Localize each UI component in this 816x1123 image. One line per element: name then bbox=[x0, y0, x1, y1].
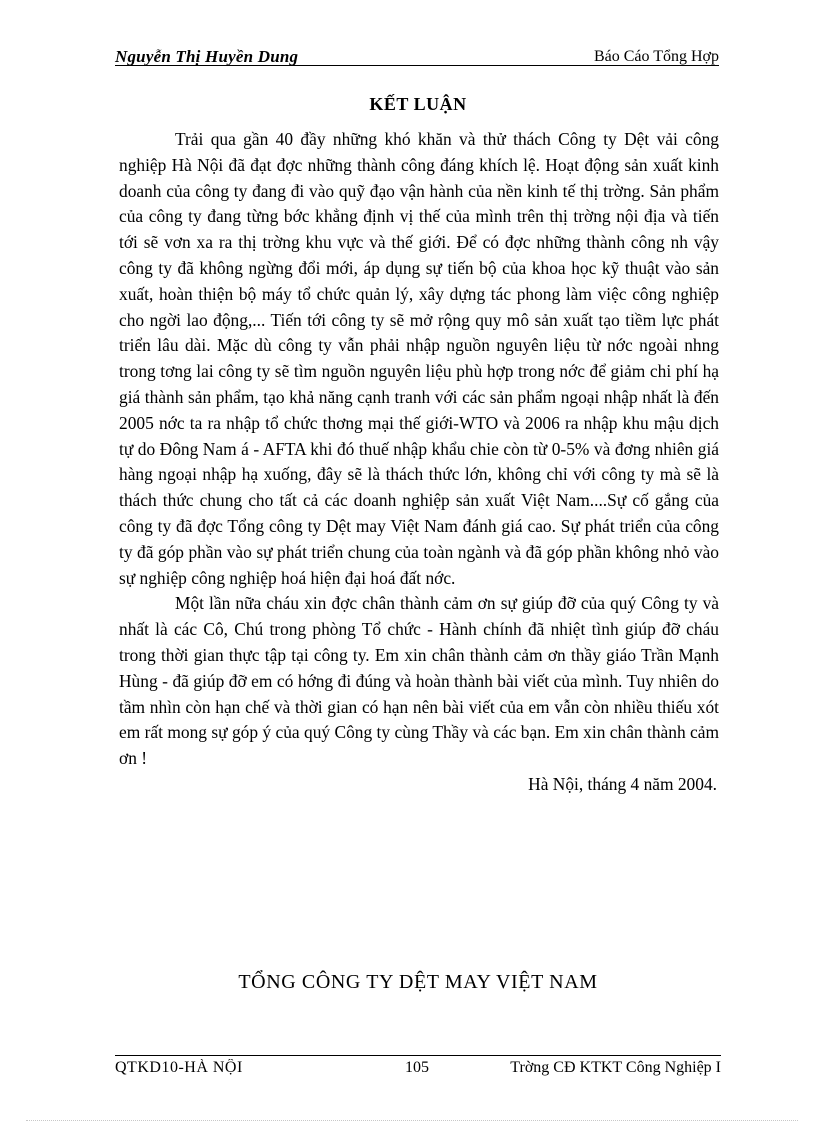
organization-name: TỔNG CÔNG TY DỆT MAY VIỆT NAM bbox=[238, 971, 598, 993]
page-bottom-border bbox=[26, 1120, 798, 1121]
footer-class-name: QTKD10-HÀ NỘI bbox=[115, 1059, 243, 1076]
page-title: KẾT LUẬN bbox=[369, 94, 467, 114]
footer-rule bbox=[115, 1055, 721, 1056]
page-header bbox=[115, 47, 719, 67]
header-rule bbox=[115, 65, 719, 66]
paragraph-thanks: Một lần nữa cháu xin đợc chân thành cảm ơn sự giúp đỡ của quý Công ty và nhất là các Cô, Chú trong phòng Tổ chức - Hành chính đã nhiệt tình giúp đỡ cháu trong thời gian thực tập tại công ty. Em xin chân thành cảm ơn thầy giáo Trần Mạnh Hùng - đã giúp đỡ em có hớng đi đúng và hoàn thành bài viết của mình. Tuy nhiên do tầm nhìn còn hạn chế và thời gian có hạn nên bài viết của em vẫn còn nhiều thiếu xót em rất mong sự góp ý của quý Công ty cùng Thầy và các bạn. Em xin chân thành cảm ơn ! bbox=[119, 593, 719, 769]
page-footer bbox=[115, 1059, 721, 1079]
footer-school: Trờng CĐ KTKT Công Nghiệp I bbox=[510, 1059, 721, 1076]
header-report-type: Báo Cáo Tổng Hợp bbox=[593, 48, 719, 65]
document-body bbox=[119, 127, 719, 798]
footer-page-number: 105 bbox=[405, 1059, 429, 1076]
date-line: Hà Nội, tháng 4 năm 2004. bbox=[528, 773, 717, 794]
paragraph-conclusion: Trải qua gần 40 đầy những khó khăn và thử thách Công ty Dệt vải công nghiệp Hà Nội đã đạt đợc những thành công đáng khích lệ. Hoạt động sản xuất kinh doanh của công ty đang đi vào quỹ đạo vận hành của nền kinh tế thị trờng. Sản phẩm của công ty đang từng bớc khẳng định vị thế của mình trên thị trờng nội địa và tiến tới sẽ vơn xa ra thị trờng khu vực và thế giới. Để có đợc những thành công nh vậy công ty đã không ngừng đổi mới, áp dụng sự tiến bộ của khoa học kỹ thuật vào sản xuất, hoàn thiện bộ máy tổ chức quản lý, xây dựng tác phong làm việc công nghiệp cho ngời lao động,... Tiến tới công ty sẽ mở rộng quy mô sản xuất tạo tiềm lực phát triển lâu dài. Mặc dù công ty vẫn phải nhập nguồn nguyên liệu từ nớc ngoài nhng trong tơng lai công ty sẽ tìm nguồn nguyên liệu phù hợp trong nớc để giảm chi phí hạ giá thành sản phẩm, tạo khả năng cạnh tranh với các sản phẩm ngoại nhập nhất là đến 2005 nớc ta ra nhập tổ chức thơng mại thế giới-WTO và 2006 ra nhập khu mậu dịch tự do Đông Nam á - AFTA khi đó thuế nhập khẩu chie còn từ 0-5% và đơng nhiên giá hàng ngoại nhập hạ xuống, đây sẽ là thách thức lớn, không chỉ với công ty mà sẽ là thách thức chung cho tất cả các doanh nghiệp sản xuất Việt Nam....Sự cố gắng của công ty đã đợc Tổng công ty Dệt may Việt Nam đánh giá cao. Sự phát triển của công ty đã góp phần vào sự phát triển chung của toàn ngành và đã góp phần không nhỏ vào sự nghiệp công nghiệp hoá hiện đại hoá đất nớc. bbox=[119, 129, 719, 588]
header-author: Nguyễn Thị Huyền Dung bbox=[115, 47, 299, 66]
